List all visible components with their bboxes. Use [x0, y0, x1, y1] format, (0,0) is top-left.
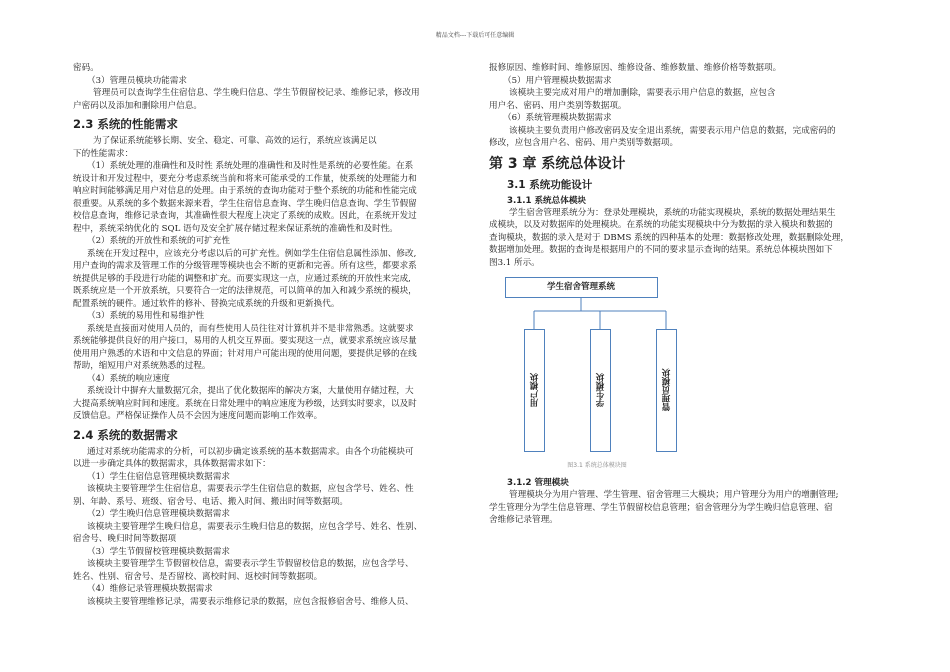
paragraph-line: 该模块主要负责用户修改密码及安全退出系统，需要表示用户信息的数据，完成密码的: [509, 125, 836, 136]
paragraph-line: 用户查询的需求及管理工作的分级管理等模块也会不断的更新和完善。所有这些，都要求系: [73, 261, 417, 271]
list-item: （3）学生节假留校管理模块数据需求: [87, 546, 230, 557]
diagram-box-user: [525, 329, 545, 451]
paragraph-line: 系统设计中摒弃大量数据冗余，提出了优化数据库的解决方案，大量使用存储过程，大: [87, 386, 414, 396]
paragraph-line: 为了保证系统能够长期、安全、稳定、可靠、高效的运行，系统应该满足以: [93, 136, 377, 146]
figure-caption: 图3.1 系统总体模块图: [567, 462, 627, 469]
paragraph-line: 户密码以及添加和删除用户信息。: [73, 100, 202, 111]
diagram-box-user-label: 用户模块: [530, 373, 540, 407]
page-header: 精品文档---下载后可任意编辑: [435, 32, 515, 39]
right-column: [489, 62, 877, 527]
paragraph-line: 用户名、密码、用户类别等数据项。: [489, 100, 627, 111]
paragraph-line: 密码。: [73, 63, 99, 73]
list-item: （6）系统管理模块数据需求: [503, 113, 612, 123]
system-module-diagram: [505, 273, 689, 458]
list-item: （5）用户管理模块数据需求: [503, 75, 612, 86]
paragraph-line: 系统是直接面对使用人员的，而有些使用人员往往对计算机并不是非常熟悉。这就要求: [87, 323, 414, 334]
paragraph-line: 下的性能需求：: [73, 148, 134, 159]
paragraph-line: 查询模块，数据的录入是对于 DBMS 系统的四种基本的处理：数据修改处理，数据删除处理，: [489, 232, 849, 243]
paragraph-line: 管理模块分为用户管理、学生管理、宿舍管理三大模块；用户管理分为用户的增删管理;: [509, 490, 839, 500]
paragraph-line: 舍维修记录管理。: [489, 515, 558, 525]
paragraph-line: 姓名、性别、宿舍号、是否留校、离校时间、返校时间等数据项。: [73, 571, 323, 582]
subsection-heading-3-1-1: 3.1.1 系统总体模块: [507, 195, 587, 206]
paragraph-line: 以进一步确定具体的数据需求，具体数据需求如下：: [73, 459, 271, 469]
list-item: （2）系统的开放性和系统的可扩充性: [87, 236, 230, 246]
list-item: （3）系统的易用性和易维护性: [87, 311, 205, 321]
diagram-box-student-label: 学生模块: [596, 373, 606, 407]
paragraph-line: 统设计和开发过程中，要充分考虑系统当前和将来可能承受的工作量，使系统的处理能力和: [73, 173, 417, 184]
paragraph-line: 配置系统的硬件。通过软件的修补、替换完成系统的升级和更新换代。: [73, 298, 340, 309]
paragraph-line: 系统能够提供良好的用户接口，易用的人机交互界面。要实现这一点，就要求系统应该尽量: [73, 336, 417, 346]
diagram-box-admin: [657, 329, 677, 451]
paragraph-line: 响应时间能够满足用户对信息的处理。由于系统的查询功能对于整个系统的功能和性能完成: [73, 186, 417, 196]
paragraph-line: 该模块主要管理学生节假留校信息，需要表示学生节假留校信息的数据，应包含学号、: [87, 559, 414, 569]
chapter-heading: 第 3 章 系统总体设计: [489, 155, 626, 172]
paragraph-line: 大提高系统响应时间和速度。系统在日常处理中的响应速度为秒级，达到实时要求，以及时: [73, 398, 417, 409]
diagram-root-label: 学生宿舍管理系统: [546, 282, 615, 292]
paragraph-line: 宿舍号、晚归时间等数据项: [73, 534, 177, 544]
paragraph-line: 别、年龄、系号、班级、宿舍号、电话、搬入时间、搬出时间等数据项。: [73, 496, 349, 507]
list-item: （1）学生住宿信息管理模块数据需求: [87, 471, 230, 482]
paragraph-line: 修改，应包含用户名、密码、用户类别等数据项。: [489, 138, 679, 148]
paragraph-line: 该模块主要管理学生晚归信息，需要表示生晚归信息的数据，应包含学号、姓名、性别、: [87, 521, 423, 532]
paragraph-line: 程中，系统采纳优化的 SQL 语句及安全扩展存储过程来保证系统的准确性和及时性。: [73, 223, 398, 234]
paragraph-line: 管理员可以查询学生住宿信息、学生晚归信息、学生节假留校记录、维修记录，修改用: [93, 88, 420, 98]
subsection-heading-3-1-2: 3.1.2 管理模块: [507, 478, 569, 488]
paragraph-line: 图3.1 所示。: [489, 257, 540, 268]
diagram-box-admin-label: 管理员模块: [662, 368, 672, 412]
paragraph-line: 学生宿舍管理系统分为：登录处理模块，系统的功能实现模块，系统的数据处理结果生: [509, 207, 836, 218]
list-item: （4）系统的响应速度: [87, 373, 170, 384]
paragraph-line: 使用用户熟悉的术语和中文信息的界面；针对用户可能出现的使用问题，要提供足够的在线: [73, 348, 417, 359]
paragraph-line: 既系统应是一个开放系统，只要符合一定的法律规范，可以简单的加入和减少系统的模块，: [73, 286, 417, 296]
paragraph-line: （1）系统处理的准确性和及时性 系统处理的准确性和及时性是系统的必要性能。在系: [87, 161, 414, 171]
paragraph-line: 通过对系统功能需求的分析，可以初步确定该系统的基本数据需求。由各个功能模块可: [87, 446, 414, 457]
diagram-box-student: [591, 329, 611, 451]
paragraph-line: 反馈信息。严格保证操作人员不会因为速度问题而影响工作效率。: [73, 411, 323, 421]
paragraph-line: 该模块主要完成对用户的增加删除，需要表示用户信息的数据，应包含: [509, 88, 776, 98]
paragraph-line: 报修原因、维修时间、维修原因、维修设备、维修数量、维修价格等数据项。: [489, 63, 782, 73]
list-item: （3）管理员模块功能需求: [87, 75, 187, 86]
paragraph-line: 校信息查询，维修记录查询，其准确性很大程度上决定了系统的成败。因此，在系统开发过: [73, 211, 417, 221]
section-heading-3-1: 3.1 系统功能设计: [507, 178, 593, 191]
paragraph-line: 学生管理分为学生信息管理、学生节假留校信息管理；宿舍管理分为学生晚归信息管理、宿: [489, 502, 833, 513]
paragraph-line: 成模块，以及对数据库的处理模块。在系统的功能实现模块中分为数据的录入模块和数据的: [489, 220, 833, 230]
paragraph-line: 系统在开发过程中，应该充分考虑以后的可扩充性。例如学生住宿信息属性添加、修改,: [87, 248, 417, 259]
paragraph-line: 统提供足够的手段进行功能的调整和扩充。而要实现这一点，应通过系统的开放性来完成,: [73, 273, 411, 284]
paragraph-line: 很重要。从系统的多个数据来源来看，学生住宿信息查询、学生晚归信息查询、学生节假留: [73, 198, 417, 209]
paragraph-line: 该模块主要管理维修记录，需要表示维修记录的数据，应包含报修宿舍号、维修人员、: [87, 596, 414, 607]
paragraph-line: 该模块主要管理学生住宿信息，需要表示学生住宿信息的数据，应包含学号、姓名、性: [87, 484, 414, 494]
section-heading-2-3: 2.3 系统的性能需求: [73, 117, 178, 131]
list-item: （4）维修记录管理模块数据需求: [87, 584, 213, 594]
left-column: [73, 62, 463, 608]
section-heading-2-4: 2.4 系统的数据需求: [73, 427, 178, 442]
list-item: （2）学生晚归信息管理模块数据需求: [87, 509, 230, 519]
paragraph-line: 帮助，缩短用户对系统熟悉的过程。: [73, 361, 211, 371]
paragraph-line: 数据增加处理。数据的查询是根据用户的不同的要求显示查询的结果。系统总体模块图如下: [489, 245, 833, 255]
